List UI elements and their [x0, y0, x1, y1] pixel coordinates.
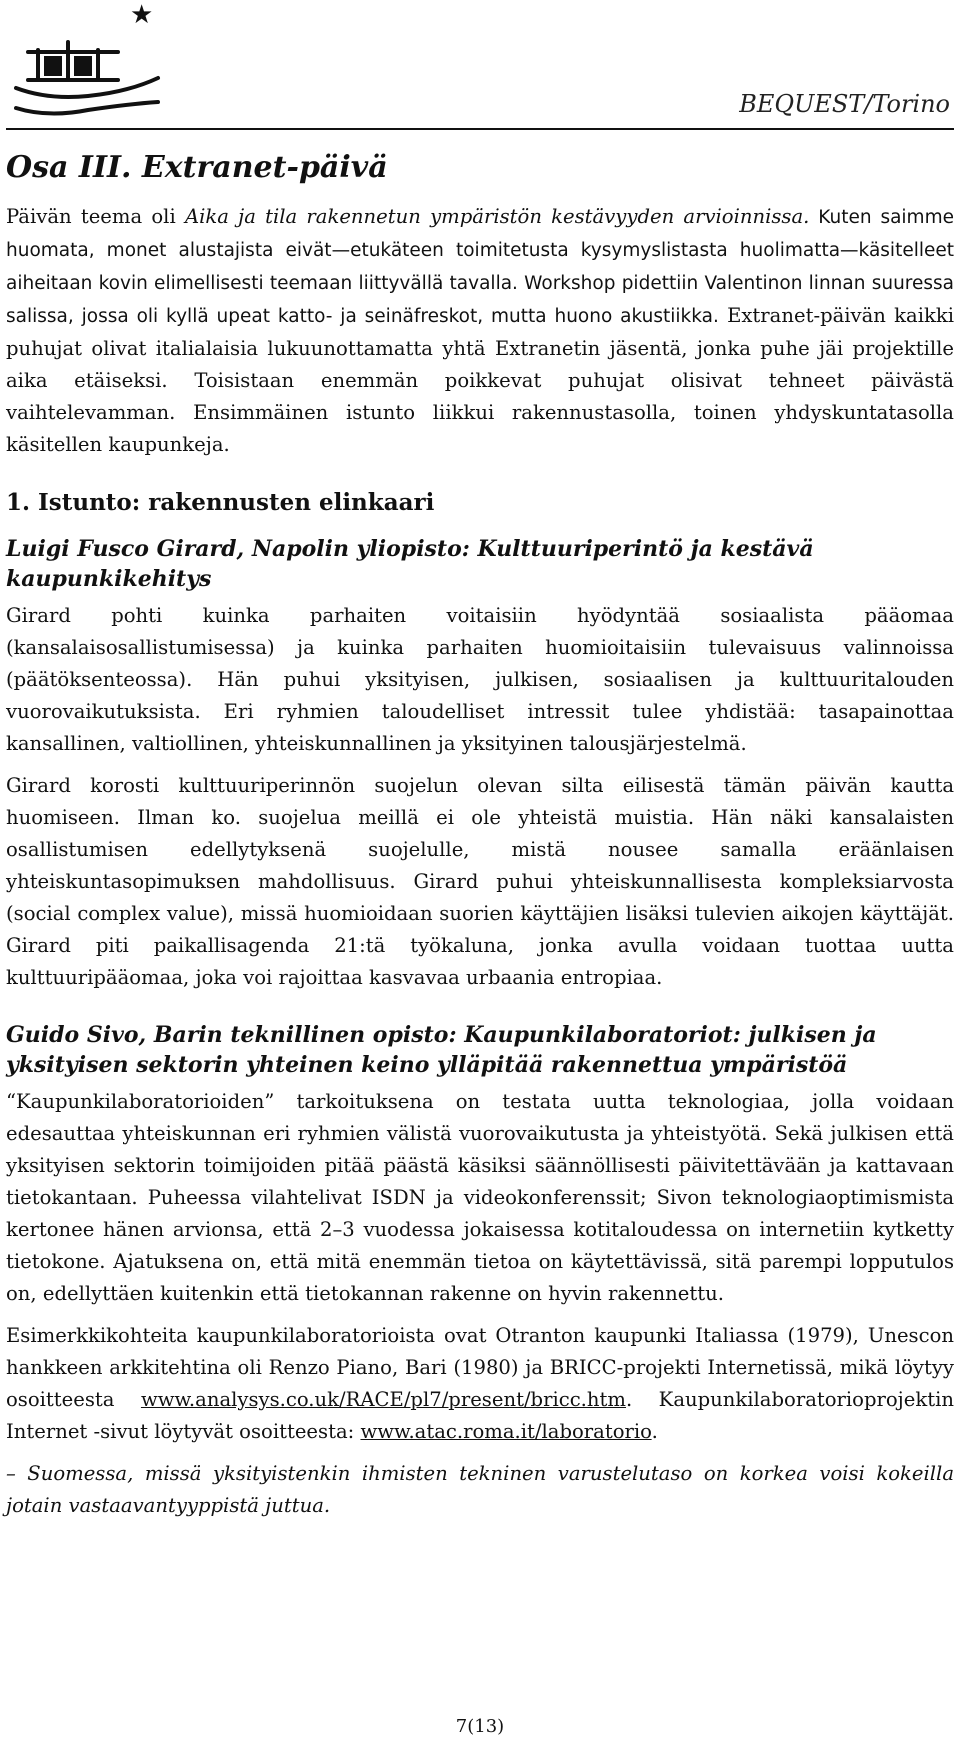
talk1-heading: Luigi Fusco Girard, Napolin yliopisto: Kulttuuriperintö ja kestävä kaupunkikehitys [6, 536, 814, 592]
talk1-paragraph-2: Girard korosti kulttuuriperinnön suojelun olevan silta eilisestä tämän päivän kautta huomiseen. Ilman ko. suojelua meillä ei ole yhteistä muistia. Hän näki kansalaisten osallistumisen edellytyksenä suojelulle, mistä nousee samalla eräänlaisen yhteiskuntasopimuksen mahdollisuus. Girard puhui yhteiskunnallisesta kompleksiarvosta (social complex value), missä huomioidaan suorien käyttäjien lisäksi tulevien aikojen käyttäjät. Girard piti paikallisagenda 21:tä työkaluna, jonka avulla voidaan tuottaa uutta kulttuuripääomaa, joka voi rajoittaa kasvavaa urbaania entropiaa. [6, 774, 954, 989]
session-heading: 1. Istunto: rakennusten elinkaari [6, 489, 435, 516]
comment-paragraph: – Suomessa, missä yksityistenkin ihmisten tekninen varustelutaso on korkea voisi kokeilla jotain vastaavantyyppistä juttua. [6, 1462, 954, 1517]
page-number: 7(13) [455, 1716, 505, 1737]
talk2-para2-c: . [651, 1420, 658, 1443]
main-content [6, 150, 954, 1522]
header-rule [6, 128, 954, 130]
star-icon: ★ [130, 0, 154, 30]
bricc-link[interactable]: www.analysys.co.uk/RACE/pl7/present/bricc.htm [140, 1388, 626, 1411]
intro-sans-text: Kuten saimme huomata, monet alustajista eivät—etukäteen toimitetusta kysymyslistasta huolimatta—käsitelleet aiheitaan kovin elimellisesti teemaan liittyvällä tavalla. Workshop pidettiin Valentinon linnan suuressa salissa, jossa oli kyllä upeat katto- ja seinäfreskot, mutta huono akustiikka. [6, 207, 954, 327]
talk2-paragraph-1: “Kaupunkilaboratorioiden” tarkoituksena on testata uutta teknologiaa, jolla voidaan edesauttaa yhteiskunnan eri ryhmien välistä vuorovaikutusta ja yhteistyötä. Sekä julkisen että yksityisen sektorin toimijoiden pitää päästä käsiksi säännöllisesti päivitettävään ja kattavaan tietokantaan. Puheessa vilahtelivat ISDN ja videokonferenssit; Sivon teknologiaoptimismista kertonee hänen arvionsa, että 2–3 vuodessa jokaisessa kotitaloudessa on internetiin kytketty tietokone. Ajatuksena on, että mitä enemmän tietoa on käytettävissä, sitä parempi lopputulos on, edellyttäen kuitenkin että tietokannan rakenne on hyvin rakennettu. [6, 1090, 954, 1305]
intro-theme: Aika ja tila rakennetun ympäristön kestävyyden arvioinnissa. [184, 205, 810, 228]
intro-lead: Päivän teema oli [6, 205, 185, 228]
header-title: BEQUEST/Torino [739, 90, 950, 118]
talk2-heading: Guido Sivo, Barin teknillinen opisto: Kaupunkilaboratoriot: julkisen ja yksityisen sektorin yhteinen keino ylläpitää rakennettua ympäristöä [6, 1022, 877, 1078]
intro-rest: Extranet-päivän kaikki puhujat olivat italialaisia lukuunottamatta yhtä Extranetin jäsentä, jonka puhe jäi projektille aika etäiseksi. Toisistaan enemmän poikkevat puhujat olisivat tehneet päivästä vaihtelevamman. Ensimmäinen istunto liikkui rakennustasolla, toinen yhdyskuntatasolla käsitellen kaupunkeja. [6, 304, 954, 456]
ship-logo [8, 30, 168, 120]
talk2-para2-a: Esimerkkikohteita kaupunkilaboratorioista ovat Otranton kaupunki Italiassa (1979), Unescon hankkeen arkkitehtina oli Renzo Piano, Bari (1980) ja BRICC-projekti Internetissä, mikä löytyy osoitteesta [6, 1324, 954, 1411]
laboratorio-link[interactable]: www.atac.roma.it/laboratorio [360, 1420, 652, 1443]
talk2-paragraph-2 [6, 1320, 954, 1448]
talk2-para2-b: . Kaupunkilaboratorioprojektin Internet -sivut löytyvät osoitteesta: [6, 1388, 954, 1443]
section-title: Osa III. Extranet-päivä [6, 150, 388, 185]
intro-paragraph [6, 201, 954, 461]
talk1-paragraph-1: Girard pohti kuinka parhaiten voitaisiin hyödyntää sosiaalista pääomaa (kansalaisosallistumisessa) ja kuinka parhaiten huomioitaisiin tulevaisuus valinnoissa (päätöksenteossa). Hän puhui yksityisen, julkisen, sosiaalisen ja kulttuuritalouden vuorovaikutuksista. Eri ryhmien taloudelliset intressit tulee yhdistää: tasapainottaa kansallinen, valtiollinen, yhteiskunnallinen ja yksityinen talousjärjestelmä. [6, 604, 954, 755]
